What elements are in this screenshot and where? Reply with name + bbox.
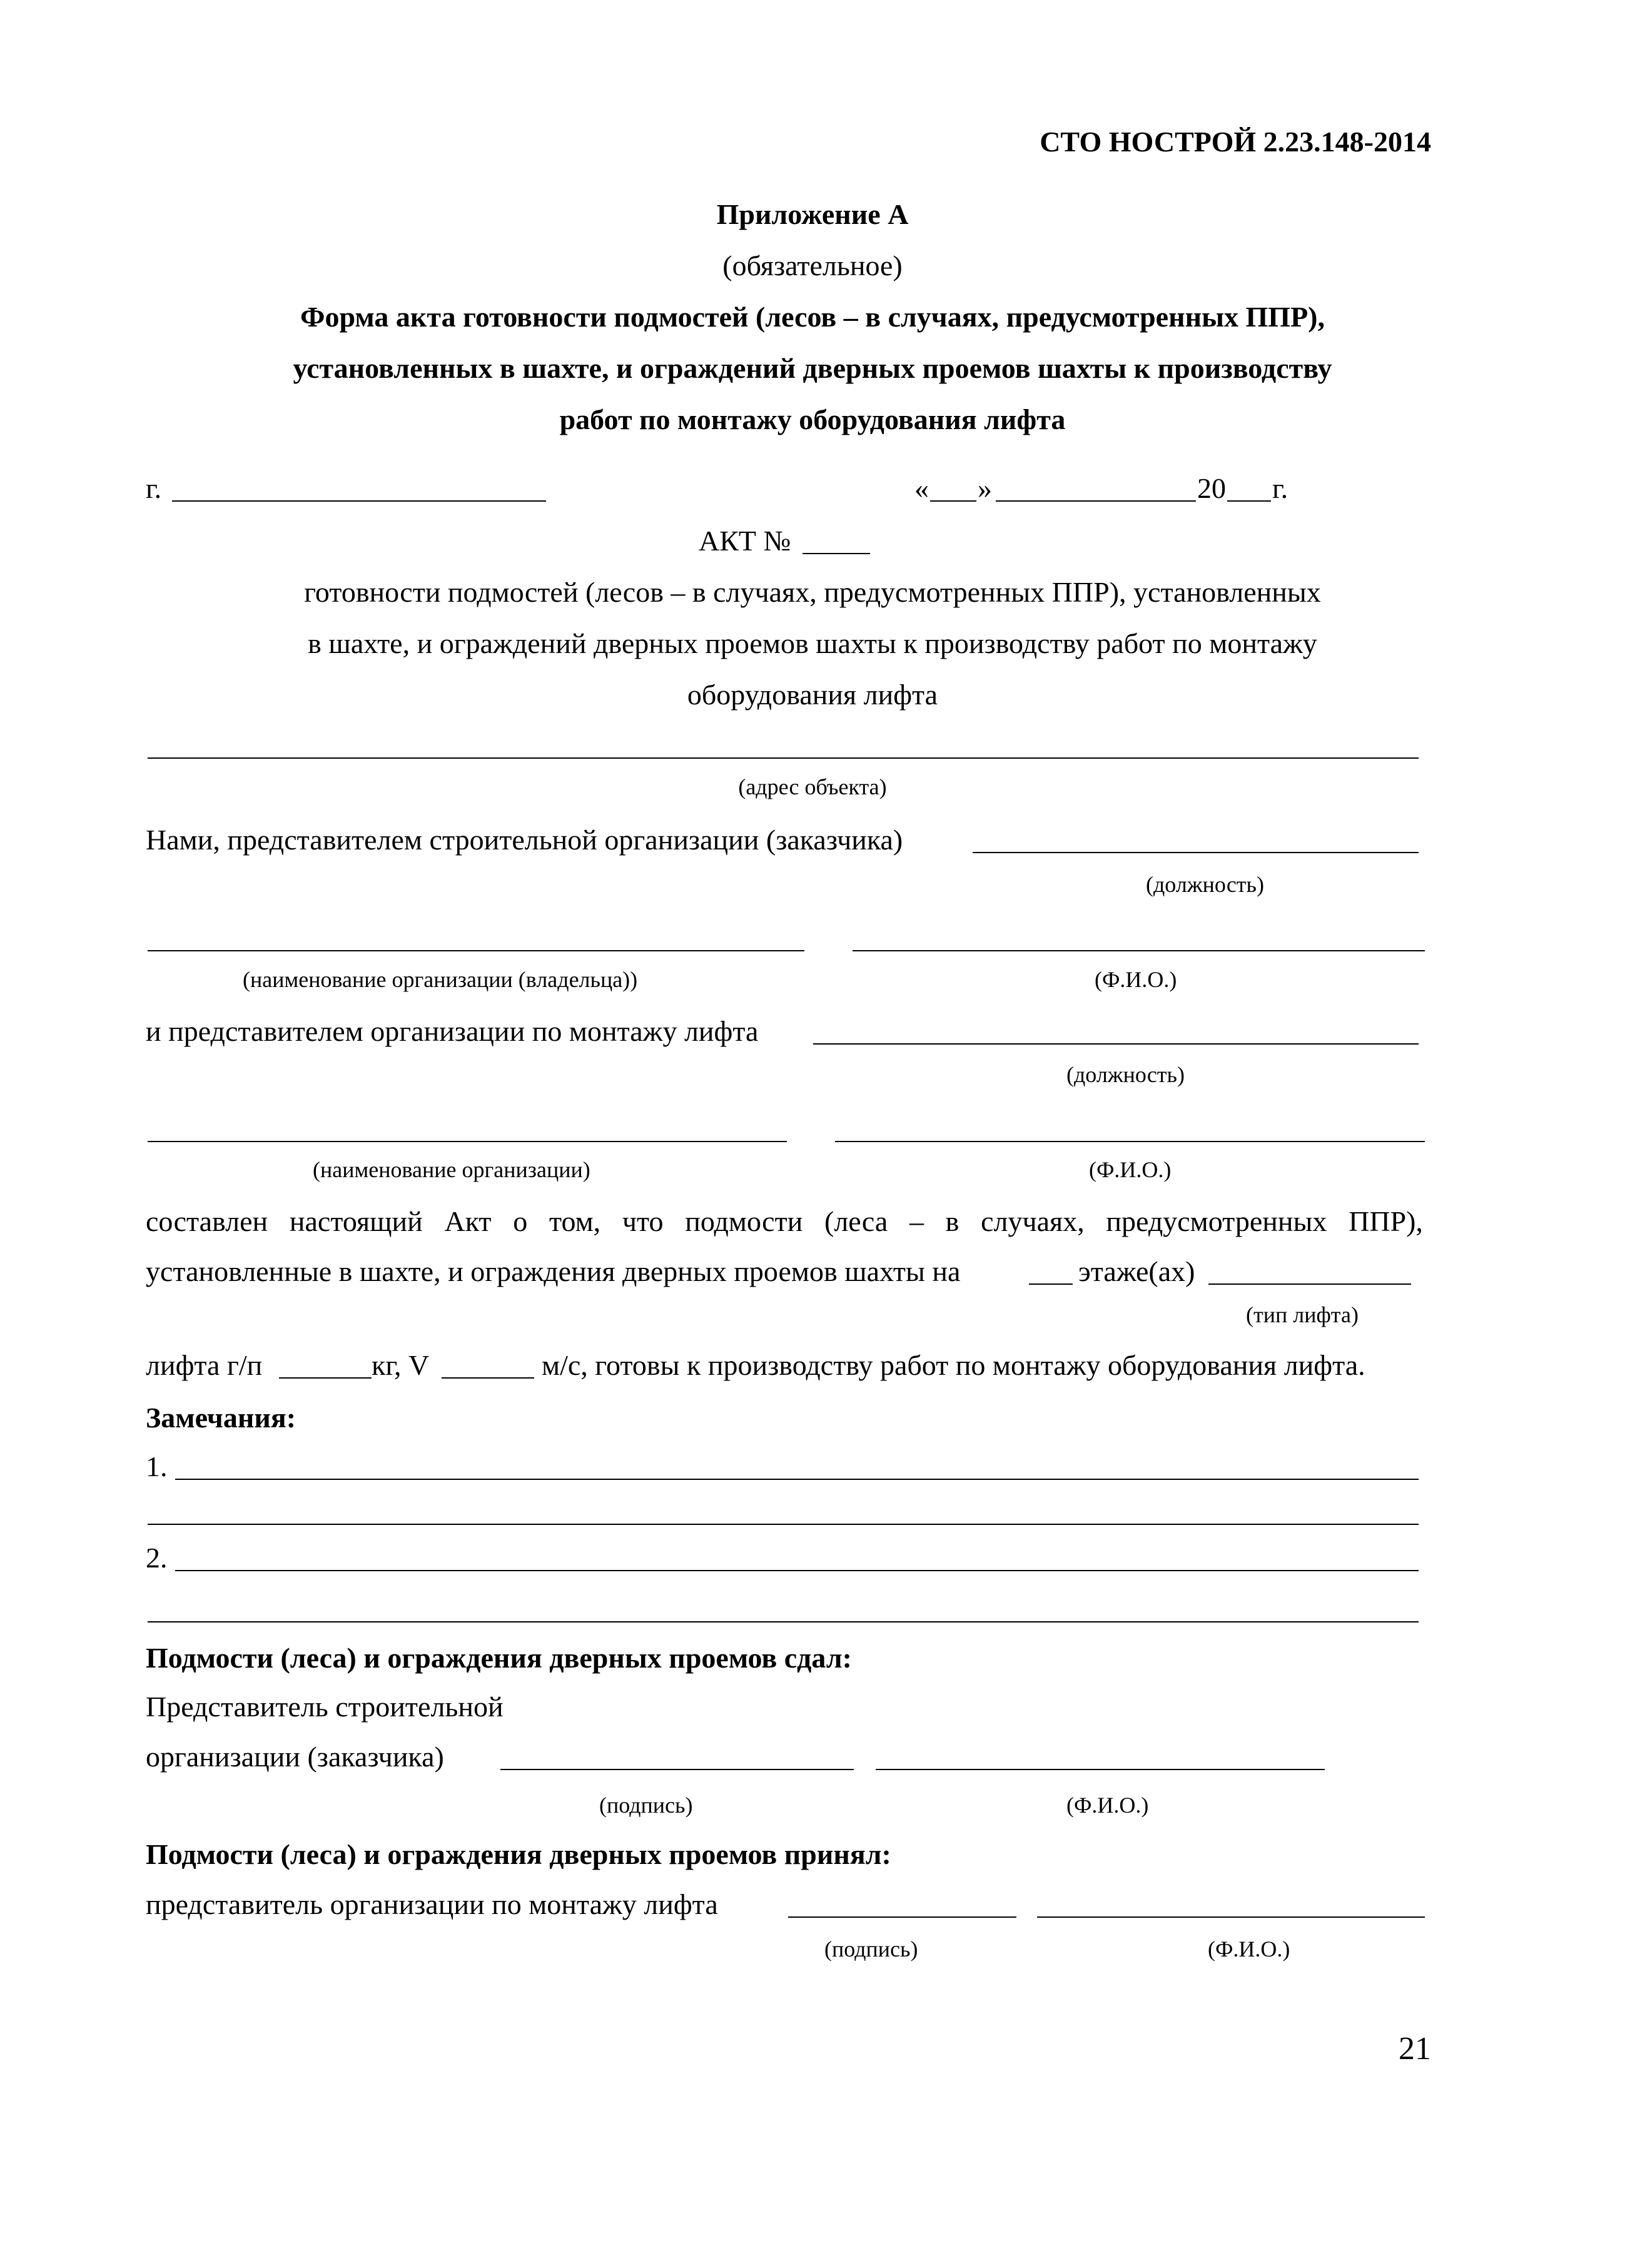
capacity-field-line[interactable] (279, 1377, 372, 1379)
acceptance-name-caption: (Ф.И.О.) (1208, 1936, 1290, 1962)
statement-word: ППР), (1349, 1205, 1423, 1237)
statement-word: случаях, (981, 1205, 1085, 1237)
remarks-item-2-continuation-line[interactable] (148, 1621, 1419, 1623)
rep2-position-field-line[interactable] (813, 1043, 1419, 1045)
address-caption: (адрес объекта) (738, 774, 887, 799)
city-prefix: г. (146, 472, 162, 504)
statement-line-2-floor: этаже(ах) (1078, 1255, 1195, 1287)
act-subtitle-line-3: оборудования лифта (687, 679, 938, 711)
statement-line-3-rest: м/с, готовы к производству работ по монтажу оборудования лифта. (542, 1349, 1365, 1381)
statement-word: (леса (824, 1205, 888, 1237)
statement-word: настоящий (289, 1205, 423, 1237)
remarks-item-1-number: 1. (146, 1450, 168, 1482)
day-field-line[interactable] (930, 500, 976, 502)
form-title-line-2: установленных в шахте, и ограждений дверных проемов шахты к производству (293, 352, 1332, 384)
rep2-org-caption: (наименование организации) (313, 1157, 590, 1182)
handover-name-caption: (Ф.И.О.) (1066, 1793, 1149, 1818)
act-subtitle-line-2: в шахте, и ограждений дверных проемов шахты к производству работ по монтажу (308, 627, 1317, 659)
remarks-title: Замечания: (146, 1402, 296, 1434)
remarks-item-2-number: 2. (146, 1542, 168, 1574)
city-field-line[interactable] (172, 500, 546, 502)
rep2-position-caption: (должность) (1066, 1062, 1185, 1087)
statement-word: составлен (146, 1205, 268, 1237)
statement-line-2-text: установленные в шахте, и ограждения дверных проемов шахты на (146, 1255, 961, 1287)
rep1-text: Нами, представителем строительной организации (заказчика) (146, 824, 903, 856)
date-open-quote: « (914, 472, 929, 504)
month-field-line[interactable] (996, 500, 1196, 502)
rep2-name-field-line[interactable] (835, 1141, 1425, 1142)
statement-word: предусмотренных (1106, 1205, 1327, 1237)
address-field-line[interactable] (148, 757, 1419, 759)
remarks-item-2-line[interactable] (175, 1570, 1419, 1571)
statement-word: в (945, 1205, 959, 1237)
floor-field-line[interactable] (1029, 1283, 1073, 1285)
statement-word: Акт (444, 1205, 492, 1237)
acceptance-name-field-line[interactable] (1037, 1916, 1425, 1918)
statement-word: подмости (685, 1205, 803, 1237)
statement-word: том, (549, 1205, 601, 1237)
rep2-name-caption: (Ф.И.О.) (1089, 1157, 1172, 1182)
act-subtitle-line-1: готовности подмостей (лесов – в случаях, предусмотренных ППР), установленных (304, 576, 1321, 608)
lift-type-field-line[interactable] (1208, 1283, 1411, 1285)
acceptance-signature-field-line[interactable] (788, 1916, 1016, 1918)
rep1-position-field-line[interactable] (973, 852, 1419, 853)
year-suffix: г. (1272, 472, 1288, 504)
rep1-org-field-line[interactable] (148, 950, 804, 951)
statement-line-3-prefix: лифта г/п (146, 1349, 263, 1381)
remarks-item-1-continuation-line[interactable] (148, 1524, 1419, 1525)
handover-line-2: организации (заказчика) (146, 1741, 444, 1773)
standard-code: СТО НОСТРОЙ 2.23.148-2014 (1040, 126, 1431, 158)
form-title-line-3: работ по монтажу оборудования лифта (559, 403, 1066, 435)
act-number-label: АКТ № (699, 525, 791, 557)
statement-word: – (909, 1205, 924, 1237)
lift-type-caption: (тип лифта) (1246, 1302, 1359, 1327)
handover-signature-field-line[interactable] (500, 1769, 854, 1770)
handover-name-field-line[interactable] (876, 1769, 1325, 1770)
rep2-org-field-line[interactable] (148, 1141, 787, 1142)
appendix-title: Приложение А (716, 198, 909, 230)
acceptance-line-1: представитель организации по монтажу лифта (146, 1888, 718, 1920)
handover-title: Подмости (леса) и ограждения дверных проемов сдал: (146, 1642, 852, 1674)
statement-line-3-kg: кг, V (372, 1349, 430, 1381)
speed-field-line[interactable] (442, 1377, 534, 1379)
statement-word: что (622, 1205, 664, 1237)
rep1-name-field-line[interactable] (853, 950, 1425, 951)
statement-word: о (513, 1205, 528, 1237)
appendix-status: (обязательное) (722, 250, 903, 281)
handover-line-1: Представитель строительной (146, 1691, 504, 1723)
form-title-line-1: Форма акта готовности подмостей (лесов – в случаях, предусмотренных ППР), (300, 301, 1325, 333)
remarks-item-1-line[interactable] (175, 1479, 1419, 1480)
rep2-text: и представителем организации по монтажу лифта (146, 1015, 759, 1047)
statement-line-1 (146, 1207, 1423, 1236)
rep1-position-caption: (должность) (1146, 872, 1264, 897)
rep1-org-caption: (наименование организации (владельца)) (243, 967, 638, 992)
year-prefix: 20 (1197, 472, 1226, 504)
year-field-line[interactable] (1227, 500, 1271, 502)
page-number: 21 (1399, 2031, 1431, 2067)
date-close-quote: » (978, 472, 992, 504)
acceptance-signature-caption: (подпись) (824, 1936, 918, 1962)
handover-signature-caption: (подпись) (599, 1793, 693, 1818)
act-number-field-line[interactable] (802, 553, 870, 554)
acceptance-title: Подмости (леса) и ограждения дверных проемов принял: (146, 1838, 891, 1870)
rep1-name-caption: (Ф.И.О.) (1095, 967, 1177, 992)
